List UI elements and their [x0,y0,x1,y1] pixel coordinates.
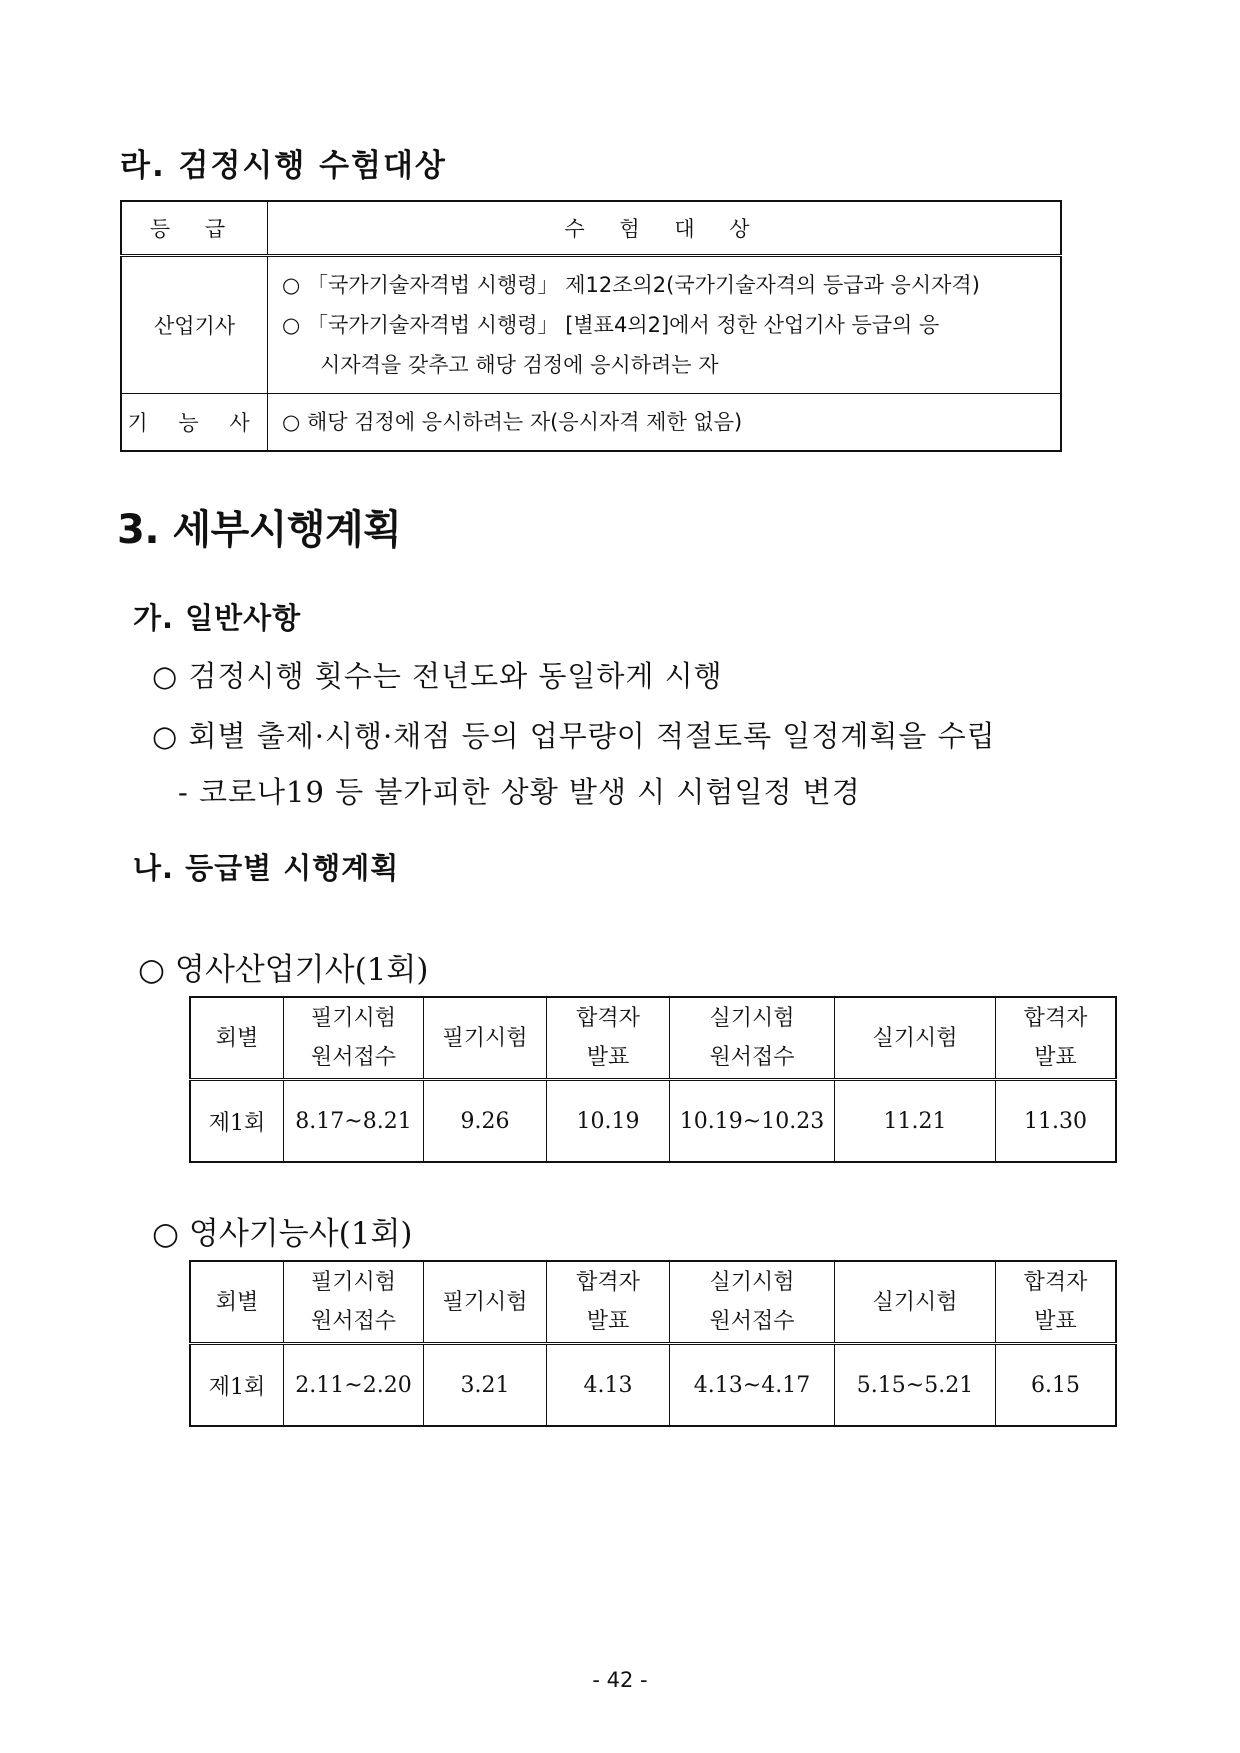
header-written-application [284,1261,424,1344]
header-text: 합격자 [1023,1270,1088,1295]
cell-round: 제1회 [190,1344,284,1427]
target-line: ○ 「국가기술자격법 시행령」 제12조의2(국가기술자격의 등급과 응시자격) [282,273,980,297]
header-text: 발표 [1034,1309,1077,1334]
target-craftsman [268,394,1062,452]
header-text: 합격자 [1023,1006,1088,1031]
cell-practical-exam: 11.21 [835,1080,996,1163]
header-practical-exam: 실기시험 [835,1261,996,1344]
cell-written-application: 8.17~8.21 [284,1080,424,1163]
header-text: 필기시험 [310,1006,396,1031]
cell-written-result: 10.19 [547,1080,670,1163]
industrial-caption: ○ 영사산업기사(1회) [138,952,429,988]
grade-craftsman: 기 능 사 [121,394,268,452]
header-text: 원서접수 [310,1309,396,1334]
header-text: 실기시험 [709,1006,795,1031]
eligibility-table [120,200,1062,452]
header-text: 합격자 [576,1006,640,1031]
header-written-exam: 필기시험 [424,997,547,1080]
section-na-title: 나. 등급별 시행계획 [133,851,400,885]
header-final-result [996,997,1117,1080]
craftsman-caption: ○ 영사기능사(1회) [152,1216,413,1252]
industrial-schedule-table [189,996,1117,1163]
schedule-header-row [190,1261,1116,1344]
table-row [190,1344,1116,1427]
header-text: 원서접수 [310,1045,396,1070]
cell-final-result: 6.15 [996,1344,1117,1427]
header-round: 회별 [190,997,284,1080]
header-round: 회별 [190,1261,284,1344]
header-written-result [547,1261,670,1344]
target-industrial-engineer [268,256,1062,394]
table-row [121,256,1061,394]
header-final-result [996,1261,1117,1344]
header-written-exam: 필기시험 [424,1261,547,1344]
table-row [190,1080,1116,1163]
schedule-header-row [190,997,1116,1080]
table-header-row [121,201,1061,256]
grade-industrial-engineer: 산업기사 [121,256,268,394]
header-practical-application [670,1261,835,1344]
cell-practical-application: 4.13~4.17 [670,1344,835,1427]
general-subitem: - 코로나19 등 불가피한 상황 발생 시 시험일정 변경 [178,775,861,809]
cell-final-result: 11.30 [996,1080,1117,1163]
header-text: 발표 [586,1309,630,1334]
craftsman-schedule-table [189,1260,1117,1427]
header-text: 원서접수 [709,1309,795,1334]
target-line: ○ 해당 검정에 응시하려는 자(응시자격 제한 없음) [282,410,743,434]
general-item-2: ○ 회별 출제·시행·채점 등의 업무량이 적절토록 일정계획을 수립 [152,719,996,753]
cell-round: 제1회 [190,1080,284,1163]
cell-practical-application: 10.19~10.23 [670,1080,835,1163]
page-number: - 42 - [592,1668,648,1692]
target-line: ○ 「국가기술자격법 시행령」 [별표4의2]에서 정한 산업기사 등급의 응 [282,313,940,337]
header-text: 실기시험 [709,1270,795,1295]
header-practical-application [670,997,835,1080]
cell-practical-exam: 5.15~5.21 [835,1344,996,1427]
header-text: 합격자 [576,1270,640,1295]
section-3-title: 3. 세부시행계획 [117,507,402,553]
header-grade: 등 급 [121,201,268,256]
header-practical-exam: 실기시험 [835,997,996,1080]
cell-written-result: 4.13 [547,1344,670,1427]
target-line: 시자격을 갖추고 해당 검정에 응시하려는 자 [320,353,719,377]
header-text: 발표 [586,1045,630,1070]
header-text: 발표 [1034,1045,1077,1070]
header-text: 원서접수 [709,1045,795,1070]
header-text: 필기시험 [310,1270,396,1295]
section-ra-title: 라. 검정시행 수험대상 [120,148,447,184]
general-item-1: ○ 검정시행 횟수는 전년도와 동일하게 시행 [152,659,723,693]
header-written-application [284,997,424,1080]
table-row [121,394,1061,452]
header-target: 수 험 대 상 [268,201,1062,256]
cell-written-exam: 3.21 [424,1344,547,1427]
header-written-result [547,997,670,1080]
section-ga-title: 가. 일반사항 [133,601,302,635]
cell-written-exam: 9.26 [424,1080,547,1163]
cell-written-application: 2.11~2.20 [284,1344,424,1427]
